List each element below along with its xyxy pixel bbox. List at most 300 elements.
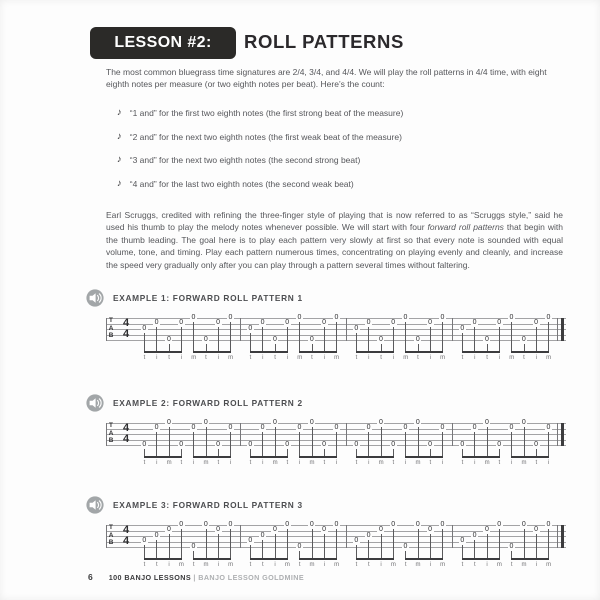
note-stem [275,427,276,457]
finger-label: m [284,561,290,568]
tab-note: 0 [142,537,147,545]
tab-note: 0 [403,542,408,550]
tab-note: 0 [403,313,408,321]
finger-label: m [203,561,209,568]
tab-note: 0 [228,313,233,321]
example-3-section [0,495,600,577]
tab-note: 0 [509,313,514,321]
bullet-text: “3 and” for the next two eighth notes (the second strong beat) [129,155,361,166]
note-stem [430,327,431,351]
beam [356,351,394,353]
finger-label: t [473,561,476,568]
finger-label: m [509,354,515,361]
finger-label: m [297,354,303,361]
finger-label: t [168,354,170,361]
finger-label: i [486,561,488,568]
tab-note: 0 [285,440,290,448]
finger-label: i [441,459,444,466]
finger-label: m [415,561,421,568]
note-stem [193,432,194,456]
beam [250,351,288,353]
finger-label: t [286,459,289,466]
tab-note: 0 [354,324,359,332]
tab-note: 0 [509,542,514,550]
tab-note: 0 [497,440,502,448]
tab-note: 0 [521,418,526,426]
note-stem [474,432,475,456]
note-stem [275,344,276,352]
tab-note: 0 [154,424,159,432]
note-stem [393,529,394,559]
note-stem [548,432,549,456]
eighth-note-icon: ♪ [117,107,122,118]
finger-label: i [229,459,232,466]
beam [511,351,549,353]
audio-speaker-icon [86,289,104,307]
beam [405,351,443,353]
finger-label: t [155,561,158,568]
finger-label: i [156,354,158,361]
tab-note: 0 [497,520,502,528]
example-2-section [0,393,600,475]
finger-label: i [380,561,382,568]
separator: | [191,573,199,582]
finger-label: m [228,354,234,361]
note-stem [169,427,170,457]
note-stem [474,327,475,351]
tab-note: 0 [546,520,551,528]
note-stem [499,449,500,457]
finger-label: i [335,459,338,466]
beam [462,456,500,458]
barline [240,525,241,548]
finger-label: m [403,354,409,361]
finger-label: i [547,459,550,466]
bullet-item [117,131,577,143]
tab-note: 0 [378,526,383,534]
note-stem [324,534,325,558]
note-stem [487,427,488,457]
finger-label: t [205,354,207,361]
finger-label: m [191,354,197,361]
barline [346,525,347,548]
beam [193,351,231,353]
finger-label: m [440,561,446,568]
finger-label: i [217,354,219,361]
finger-label: m [378,459,384,466]
barline [452,525,453,548]
tab-note: 0 [142,440,147,448]
finger-label: t [298,561,301,568]
finger-label: i [498,354,501,361]
finger-label: i [262,459,264,466]
note-stem [462,545,463,558]
count-bullet-list [117,107,577,201]
tab-note: 0 [166,418,171,426]
tab-note: 0 [272,526,277,534]
note-stem [230,432,231,456]
example-3-label: EXAMPLE 3: FORWARD ROLL PATTERN 3 [113,500,303,510]
eighth-note-icon: ♪ [117,177,122,189]
tab-note: 0 [366,424,371,432]
finger-label: m [440,354,446,361]
note-stem [511,432,512,456]
note-stem [206,427,207,457]
note-stem [250,449,251,457]
finger-label: m [334,561,340,568]
note-stem [336,322,337,352]
page-number: 6 [88,572,93,582]
finger-label: t [417,354,419,361]
note-stem [312,529,313,559]
beam [405,456,443,458]
time-signature-bottom: 4 [123,535,130,547]
tab-note: 0 [428,526,433,534]
body-text-post: that begin with the thumb leading. The goal here is to play each pattern very slowly at first so that every note is sounded with equal volume, tone, and timing. Play each pattern numerous times, concentrating on playing evenly and cleanly, and increase the speed very gradually only after you can play through a pattern several times without faltering. [106,222,563,270]
finger-label: i [405,459,407,466]
tab-note: 0 [260,424,265,432]
tab-note: 0 [334,424,339,432]
body-paragraph [106,209,563,271]
note-stem [393,327,394,351]
note-stem [287,327,288,351]
tab-note: 0 [403,424,408,432]
finger-label: m [178,561,184,568]
finger-label: m [521,561,527,568]
finger-label: m [272,459,278,466]
finger-label: i [535,561,537,568]
tab-note: 0 [428,440,433,448]
barline [240,423,241,446]
note-stem [169,344,170,352]
finger-label: i [474,459,476,466]
tab-note: 0 [322,440,327,448]
note-stem [381,534,382,558]
tablature-staff-1 [0,313,600,366]
tab-note: 0 [391,520,396,528]
book-title: 100 BANJO LESSONS [108,573,192,582]
tab-note: 0 [391,440,396,448]
note-stem [393,449,394,457]
note-stem [442,432,443,456]
tab-note: 0 [179,319,184,327]
finger-label: t [523,354,525,361]
final-barline-thin [557,423,558,446]
note-stem [218,534,219,558]
final-barline-thick [561,318,564,341]
note-stem [250,545,251,558]
note-stem [487,344,488,352]
note-stem [462,449,463,457]
note-stem [287,529,288,559]
note-stem [312,427,313,457]
bullet-item [117,178,577,190]
note-stem [230,322,231,352]
finger-label: i [286,354,289,361]
tab-note: 0 [440,313,445,321]
tab-note: 0 [297,313,302,321]
tab-note: 0 [166,335,171,343]
tab-note: 0 [216,319,221,327]
note-stem [548,529,549,559]
eighth-note-icon: ♪ [117,130,122,142]
note-stem [262,327,263,351]
tab-note: 0 [203,418,208,426]
note-stem [336,432,337,456]
note-stem [381,427,382,457]
tab-note: 0 [216,440,221,448]
finger-label: t [323,459,326,466]
tab-note: 0 [191,313,196,321]
tablature-staff-2 [0,418,600,471]
finger-label: t [498,459,501,466]
note-stem [511,322,512,352]
tab-note: 0 [260,319,265,327]
finger-label: t [143,354,146,361]
finger-label: t [367,561,370,568]
finger-label: t [461,459,464,466]
note-stem [499,327,500,351]
note-stem [368,327,369,351]
note-stem [462,333,463,352]
beam [356,456,394,458]
note-stem [536,534,537,558]
tab-note: 0 [415,418,420,426]
finger-label: i [180,354,183,361]
time-signature-bottom: 4 [123,433,130,445]
finger-label: t [143,561,146,568]
note-stem [442,322,443,352]
tab-note: 0 [154,319,159,327]
barline [240,318,241,341]
note-stem [169,534,170,558]
page-title: ROLL PATTERNS [244,31,404,52]
finger-label: t [217,459,220,466]
barline [452,423,453,446]
note-stem [405,322,406,352]
finger-label: i [323,354,325,361]
note-stem [524,427,525,457]
note-stem [368,540,369,559]
tab-note: 0 [415,520,420,528]
finger-label: i [168,561,170,568]
barline [346,318,347,341]
tab-note: 0 [534,319,539,327]
note-stem [418,344,419,352]
note-stem [487,534,488,558]
note-stem [206,344,207,352]
tab-note: 0 [248,440,253,448]
note-stem [536,327,537,351]
tab-note: 0 [460,537,465,545]
finger-label: m [228,561,234,568]
finger-label: t [261,561,264,568]
finger-label: m [334,354,340,361]
note-stem [430,449,431,457]
tab-note: 0 [546,313,551,321]
tab-note: 0 [534,440,539,448]
note-stem [524,344,525,352]
time-signature-bottom: 4 [123,328,130,340]
tab-note: 0 [509,424,514,432]
note-stem [536,449,537,457]
finger-label: m [309,561,315,568]
tab-note: 0 [472,424,477,432]
finger-label: i [299,459,301,466]
note-stem [250,333,251,352]
finger-label: m [496,561,502,568]
body-text-italic: forward roll patterns [427,222,504,233]
finger-label: i [193,459,195,466]
note-stem [262,540,263,559]
note-stem [368,432,369,456]
beam [250,558,288,560]
tab-note: 0 [415,335,420,343]
beam [193,456,231,458]
note-stem [181,327,182,351]
tab-note: 0 [440,424,445,432]
tab-note: 0 [460,324,465,332]
tab-note: 0 [366,531,371,539]
tab-note: 0 [354,537,359,545]
note-stem [230,529,231,559]
example-1-header [86,289,303,307]
tab-note: 0 [521,335,526,343]
finger-label: t [355,354,358,361]
tab-note: 0 [428,319,433,327]
note-stem [442,529,443,559]
note-stem [299,551,300,559]
final-barline-thick [561,525,564,548]
finger-label: t [461,354,464,361]
beam [405,558,443,560]
note-stem [287,449,288,457]
note-stem [324,327,325,351]
note-stem [144,333,145,352]
beam [144,558,182,560]
note-stem [336,529,337,559]
note-stem [324,449,325,457]
finger-label: i [429,354,431,361]
note-stem [405,432,406,456]
finger-label: t [429,459,432,466]
finger-label: t [392,459,395,466]
note-stem [144,545,145,558]
lesson-badge-label: LESSON #2: [114,34,212,51]
finger-label: t [143,459,146,466]
finger-label: m [203,459,209,466]
note-stem [181,529,182,559]
tab-clef: T A B [108,524,114,547]
tab-clef: T A B [108,422,114,445]
beam [299,558,337,560]
intro-paragraph: The most common bluegrass time signatures are 2/4, 3/4, and 4/4. We will play the roll patterns in 4/4 time, with eight eighth notes per measure (or two eighth notes per beat). Here’s the count: [106,67,547,90]
bullet-text: “2 and” for the next two eighth notes (the first weak beat of the measure) [129,131,402,142]
lesson-badge [90,27,236,59]
tab-note: 0 [497,319,502,327]
note-stem [218,327,219,351]
tab-note: 0 [248,537,253,545]
tab-note: 0 [334,520,339,528]
tab-note: 0 [191,424,196,432]
note-stem [218,449,219,457]
beam [511,558,549,560]
tab-note: 0 [297,424,302,432]
finger-label: t [249,561,252,568]
note-stem [156,540,157,559]
example-3-header [86,496,303,514]
note-stem [418,529,419,559]
tab-note: 0 [378,335,383,343]
finger-label: t [380,354,382,361]
finger-label: t [249,354,252,361]
tab-note: 0 [354,440,359,448]
audio-speaker-icon [86,496,104,514]
beam [299,456,337,458]
time-signature-top: 4 [123,317,130,329]
tab-note: 0 [521,520,526,528]
note-stem [299,432,300,456]
tab-note: 0 [142,324,147,332]
finger-label: i [274,561,276,568]
barline [346,423,347,446]
tab-note: 0 [228,424,233,432]
barline [452,318,453,341]
finger-label: i [217,561,219,568]
beam [144,456,182,458]
finger-label: i [156,459,158,466]
finger-label: i [368,354,370,361]
note-stem [356,333,357,352]
tab-note: 0 [366,319,371,327]
tab-note: 0 [260,531,265,539]
finger-label: t [192,561,195,568]
finger-label: m [484,459,490,466]
tab-note: 0 [166,526,171,534]
tab-note: 0 [391,319,396,327]
finger-label: t [510,561,513,568]
finger-label: i [262,354,264,361]
finger-label: t [486,354,488,361]
finger-label: i [535,354,537,361]
tab-note: 0 [272,418,277,426]
note-stem [418,427,419,457]
bullet-item [117,154,577,166]
finger-label: m [546,354,552,361]
note-stem [144,449,145,457]
finger-label: t [311,354,313,361]
finger-label: m [390,561,396,568]
tab-note: 0 [534,526,539,534]
bullet-item [117,107,577,119]
beam [193,558,231,560]
finger-label: t [535,459,538,466]
tab-note: 0 [322,319,327,327]
note-stem [499,529,500,559]
tab-note: 0 [285,319,290,327]
body-text-pre: Earl Scruggs, credited with refining the three-finger style of playing that is now referred to as “Scruggs style,” said he used his thumb to play the melody notes whenever possible. We will start with four [106,210,563,233]
final-barline-thick [561,423,564,446]
note-stem [156,432,157,456]
beam [356,558,394,560]
tab-note: 0 [309,335,314,343]
finger-label: i [368,459,370,466]
tab-note: 0 [440,520,445,528]
finger-label: i [323,561,325,568]
note-stem [381,344,382,352]
example-2-header [86,394,303,412]
tab-note: 0 [309,520,314,528]
